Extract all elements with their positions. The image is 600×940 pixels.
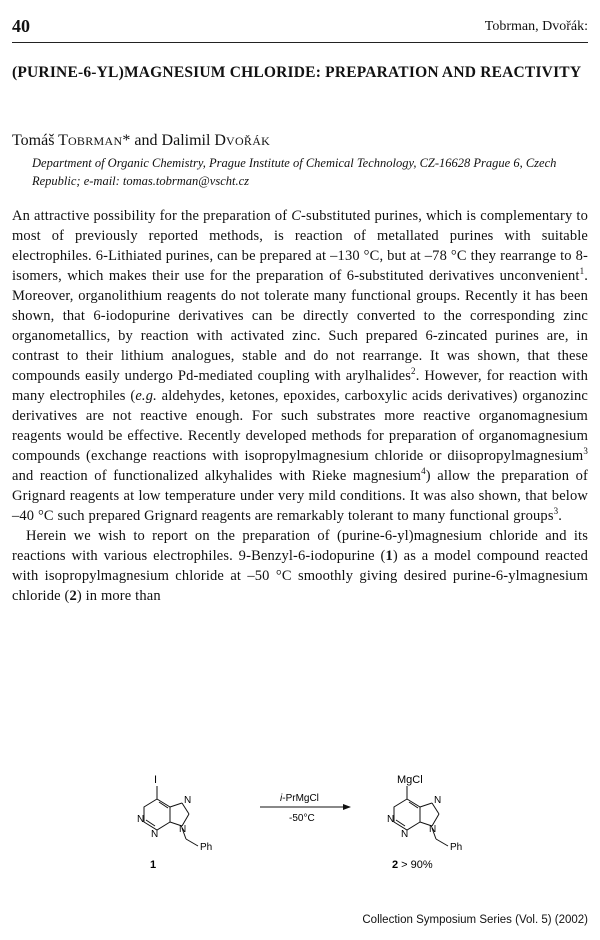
author2-given: Dalimil bbox=[161, 132, 211, 149]
reagent-label: i-PrMgCl bbox=[280, 793, 319, 804]
page-number: 40 bbox=[12, 16, 30, 36]
reaction-scheme bbox=[110, 766, 490, 876]
corresponding-mark: * bbox=[122, 132, 131, 149]
ref-3b: 3 bbox=[553, 506, 559, 517]
substituent-2: MgCl bbox=[397, 774, 423, 786]
atom-n-2b: N bbox=[401, 829, 409, 840]
phenyl-1: Ph bbox=[200, 842, 213, 853]
author2-surname: DVOŘÁK bbox=[214, 132, 271, 149]
atom-n-2c: N bbox=[434, 795, 442, 806]
running-author: Tobrman, Dvořák: bbox=[484, 19, 588, 34]
author-line bbox=[12, 132, 270, 150]
article-body bbox=[12, 206, 588, 606]
phenyl-2: Ph bbox=[450, 842, 463, 853]
affiliation: Department of Organic Chemistry, Prague Institute of Chemical Technology, CZ-16628 Prague 6, Czech Republic; e-mail: tomas.tobrman@vscht.cz bbox=[32, 156, 557, 188]
journal-footer: Collection Symposium Series (Vol. 5) (2002) bbox=[362, 914, 588, 926]
atom-n-2a: N bbox=[387, 814, 395, 825]
paragraph-1: An attractive possibility for the preparation of C-substituted purines, which is complementary to most of previously reported methods, is reaction of metallated purines with suitable electrophiles. 6-Lithiated purines, can be prepared at –130 °C, but at –78 °C they rearrange to 8-isomers, which makes their use for the preparation of 6-substituted derivatives unconvenient$^1$. Moreover, organolithium reagents do not tolerate many functional groups. Recently it has been shown, that 6-iodopurine derivatives can be directly converted to the corresponding zinc organometallics, by reaction with activated zinc. Such prepared 6-zincated purines are, in contrast to their lithium analogues, stable and do not rearrange. It was shown, that these compounds easily undergo Pd-mediated coupling with arylhalides$^2$. However, for reaction with many electrophiles (e.g. aldehydes, ketones, epoxides, carboxylic acids derivatives) organozinc derivatives are not reactive enough. For such substrates more reactive organomagnesium reagents would be effective. Recently developed methods for preparation of organomagnesium compounds (exchange reactions with isopropylmagnesium chloride or diisopropylmagnesium$^3$ and reaction of functionalized alkyhalides with Rieke magnesium$^4$) allow the preparation of Grignard reagents at low temperature under very mild conditions. It was also shown, that below –40 °C such prepared Grignard reagents are remarkably tolerant to many functional groups$^3$. bbox=[12, 208, 589, 524]
article-title: (PURINE-6-YL)MAGNESIUM CHLORIDE: PREPARATION AND REACTIVITY bbox=[12, 64, 582, 81]
condition-label: -50°C bbox=[289, 813, 315, 824]
author-join: and bbox=[134, 132, 158, 149]
ref-2: 2 bbox=[411, 366, 416, 377]
atom-n-2d: N bbox=[429, 824, 437, 835]
compound-label-1: 1 bbox=[150, 859, 157, 871]
ref-1: 1 bbox=[579, 266, 585, 277]
ref-3: 3 bbox=[583, 446, 588, 457]
compound-label-2: 2 > 90% bbox=[392, 859, 433, 871]
running-header bbox=[12, 16, 588, 43]
atom-n-1d: N bbox=[179, 824, 187, 835]
author1-surname: TOBRMAN bbox=[58, 132, 123, 149]
substituent-1: I bbox=[154, 774, 158, 786]
atom-n-1c: N bbox=[184, 795, 192, 806]
atom-n-1a: N bbox=[137, 814, 145, 825]
author1-given: Tomáš bbox=[12, 132, 55, 149]
ref-4: 4 bbox=[421, 466, 426, 477]
atom-n-1b: N bbox=[151, 829, 159, 840]
paragraph-2: Herein we wish to report on the preparation of (purine-6-yl)magnesium chloride and its reactions with various electrophiles. 9-Benzyl-6-iodopurine (1) as a model compound reacted with isopropylmagnesium chloride at –50 °C smoothly giving desired purine-6-ylmagnesium chloride (2) in more than bbox=[12, 528, 588, 604]
